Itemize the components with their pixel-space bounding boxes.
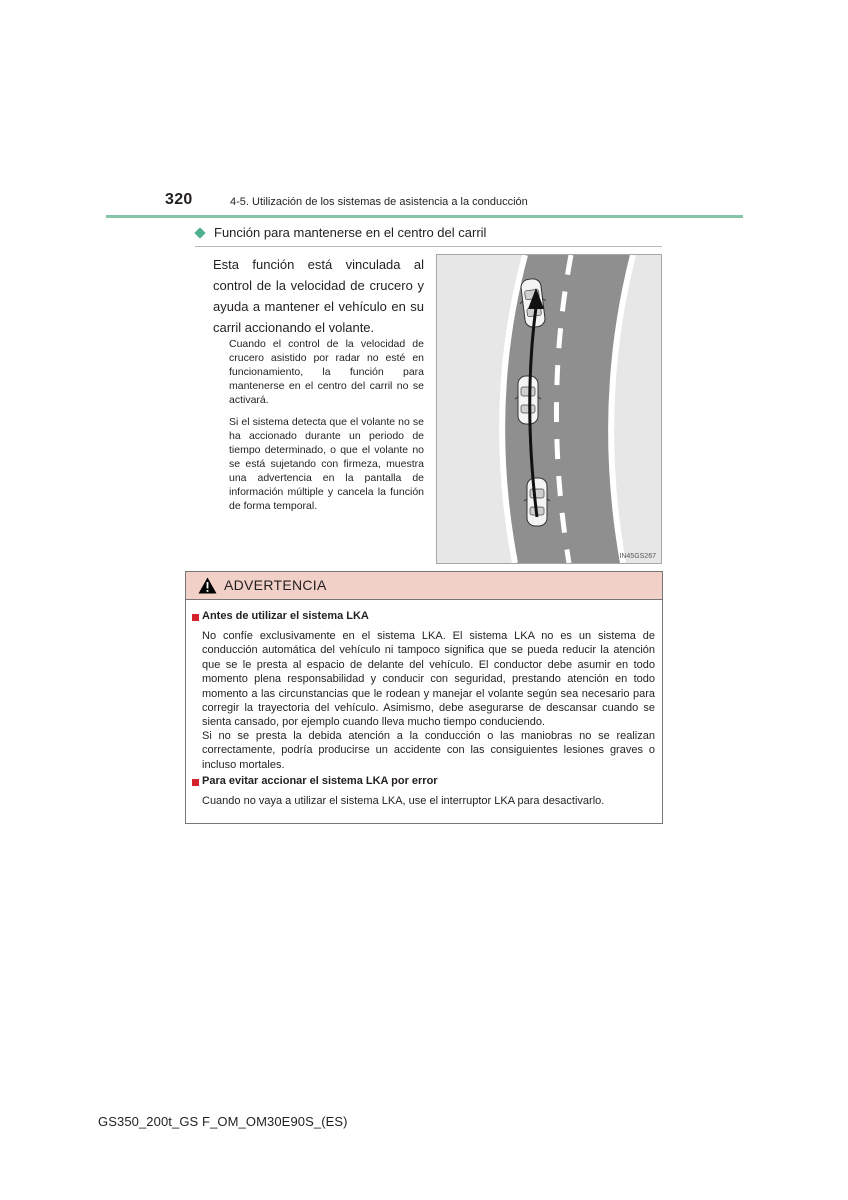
note-paragraph: Cuando el control de la velocidad de crucero asistido por radar no esté en funcionamiento, la función para mantenerse en el centro del carril no se activará. (229, 338, 424, 406)
car-icon (515, 376, 541, 424)
lead-paragraph: Esta función está vinculada al control de la velocidad de crucero y ayuda a mantener el vehículo en su carril accionando el volante. (213, 257, 424, 335)
warning-paragraph: Cuando no vaya a utilizar el sistema LKA, use el interruptor LKA para desactivarlo. (202, 795, 605, 807)
figure-code: IN45GS267 (619, 553, 656, 560)
warning-paragraph: Si no se presta la debida atención a la conducción o las maniobras no se realizan correctamente, podría producirse un accidente con las consiguientes lesiones graves o incluso mortales. (202, 730, 655, 771)
section-heading (195, 224, 662, 247)
footer-code: GS350_200t_GS F_OM_OM30E90S_(ES) (98, 1114, 348, 1129)
warning-paragraph: No confíe exclusivamente en el sistema LKA. El sistema LKA no es un sistema de conducción automática del vehículo ni tampoco significa que se pueda reducir la atención que se le presta al espacio de delante del vehículo. El conductor debe asumir en todo momento plena responsabilidad y conducir con seguridad, prestando atención en todo momento a las circunstancias que le rodean y manejar el volante según sea necesario para corregir la trayectoria del vehículo. Asimismo, debe asegurarse de descansar cuando se sienta cansado, por ejemplo cuando lleva mucho tiempo conduciendo. (202, 630, 655, 729)
lane-centering-figure (436, 254, 662, 564)
warning-title: ADVERTENCIA (224, 577, 327, 593)
red-square-bullet-icon (192, 614, 199, 621)
warning-header (186, 572, 662, 600)
diamond-bullet-icon (194, 227, 205, 238)
note-paragraph: Si el sistema detecta que el volante no se ha accionado durante un periodo de tiempo determinado, o que el volante no se está sujetando con firmeza, muestra una advertencia en la pantalla de información múltiple y cancela la función de forma temporal. (229, 416, 424, 512)
warning-subheading: Antes de utilizar el sistema LKA (202, 610, 369, 622)
section-title: Función para mantenerse en el centro del carril (214, 225, 487, 240)
page-number: 320 (165, 191, 193, 208)
warning-triangle-icon (198, 577, 217, 594)
warning-box (185, 571, 663, 824)
car-icon (524, 478, 550, 526)
warning-subheading: Para evitar accionar el sistema LKA por error (202, 775, 438, 787)
header-rule (106, 215, 743, 218)
red-square-bullet-icon (192, 779, 199, 786)
running-header: 4-5. Utilización de los sistemas de asistencia a la conducción (230, 196, 528, 208)
